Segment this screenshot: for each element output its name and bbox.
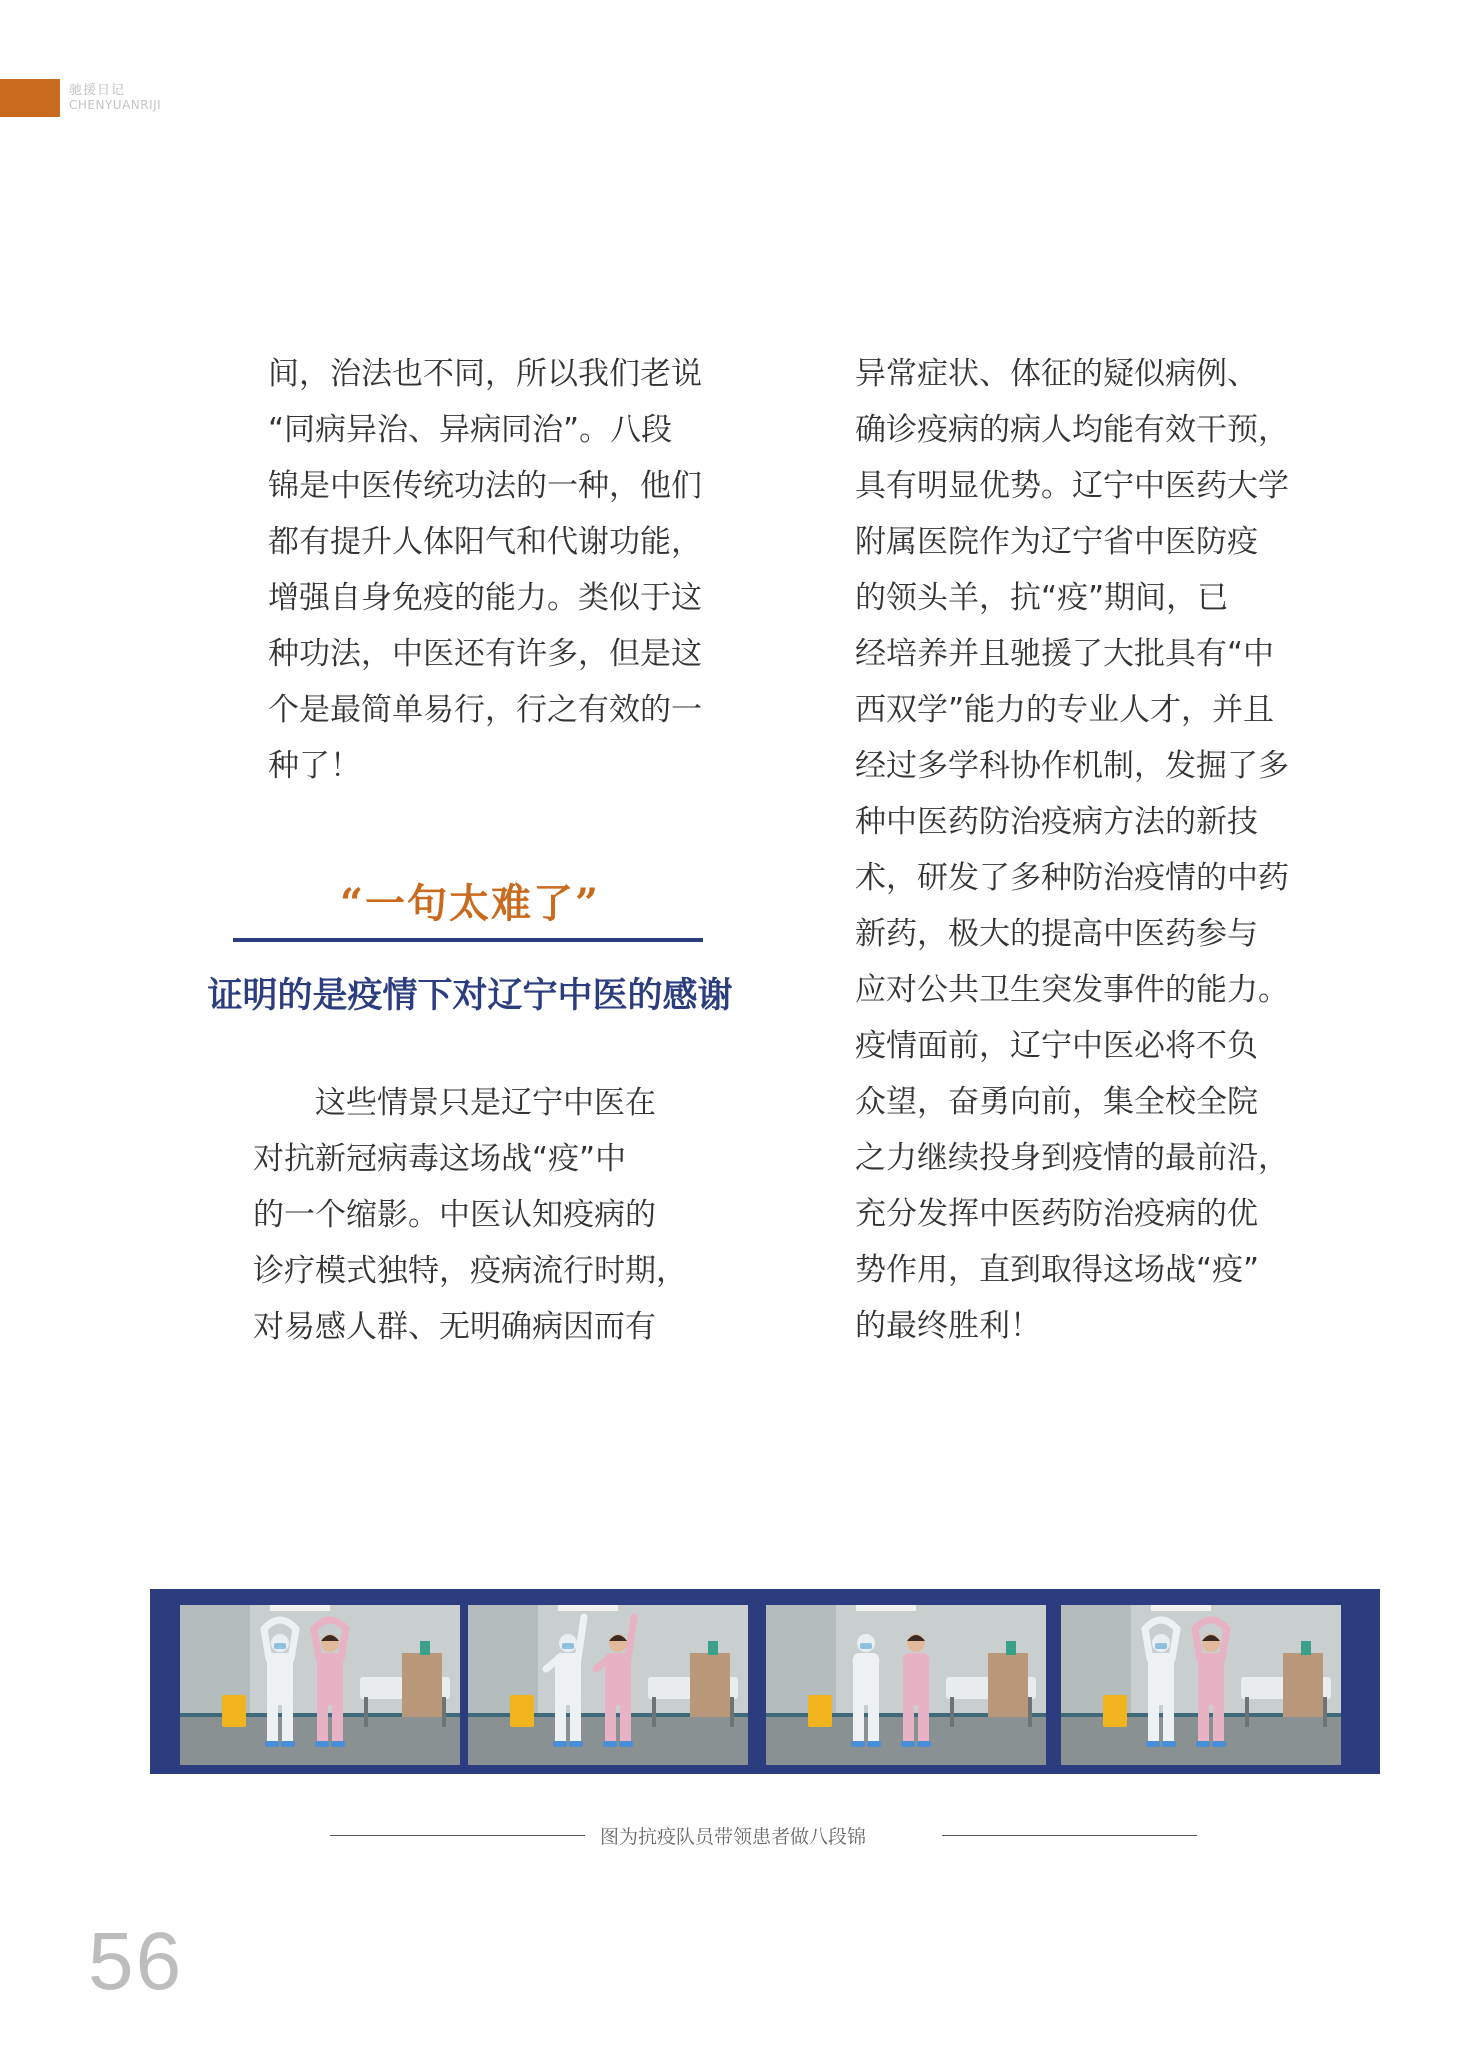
photo-baduanjin-2 <box>468 1605 748 1765</box>
text-line: 种功法，中医还有许多，但是这 <box>268 636 702 672</box>
text-line: 疫情面前，辽宁中医必将不负 <box>855 1028 1258 1064</box>
photo-baduanjin-1 <box>180 1605 460 1765</box>
text-line: 确诊疫病的病人均能有效干预， <box>855 412 1289 448</box>
section-title-cn: 驰援日记 <box>69 83 126 98</box>
text-line: 势作用，直到取得这场战“疫” <box>855 1252 1260 1288</box>
section-color-tab <box>0 79 60 117</box>
left-column-top-text <box>268 346 708 794</box>
text-line: 的最终胜利！ <box>855 1308 1041 1344</box>
text-line: 充分发挥中医药防治疫病的优 <box>855 1196 1258 1232</box>
text-line: 增强自身免疫的能力。类似于这 <box>268 580 702 616</box>
text-line: 都有提升人体阳气和代谢功能， <box>268 524 702 560</box>
text-line: 对易感人群、无明确病因而有 <box>253 1309 656 1345</box>
text-line: 个是最简单易行，行之有效的一 <box>268 692 702 728</box>
text-line: 附属医院作为辽宁省中医防疫 <box>855 524 1258 560</box>
text-line: 经过多学科协作机制，发掘了多 <box>855 748 1289 784</box>
text-line: 异常症状、体征的疑似病例、 <box>855 356 1258 392</box>
text-line: 的领头羊，抗“疫”期间，已 <box>855 580 1229 616</box>
text-line: 应对公共卫生突发事件的能力。 <box>855 972 1289 1008</box>
text-line: 诊疗模式独特，疫病流行时期， <box>253 1253 687 1289</box>
photo-baduanjin-4 <box>1061 1605 1341 1765</box>
caption-rule-left <box>330 1835 585 1836</box>
text-line: 对抗新冠病毒这场战“疫”中 <box>253 1141 627 1177</box>
text-line: 术，研发了多种防治疫情的中药 <box>855 860 1289 896</box>
caption-rule-right <box>942 1835 1197 1836</box>
text-line: 锦是中医传统功法的一种，他们 <box>268 468 702 504</box>
text-line: 种了！ <box>268 748 361 784</box>
text-line: 西双学”能力的专业人才，并且 <box>855 692 1275 728</box>
photo-strip <box>150 1589 1380 1774</box>
text-line: 经培养并且驰援了大批具有“中 <box>855 636 1275 672</box>
right-column-text <box>855 346 1295 1354</box>
left-column-bottom-text <box>253 1075 693 1355</box>
text-line: 种中医药防治疫病方法的新技 <box>855 804 1258 840</box>
subheading-main: 证明的是疫情下对辽宁中医的感谢 <box>207 975 733 1016</box>
photo-baduanjin-3 <box>766 1605 1046 1765</box>
subheading-quote: “一句太难了” <box>339 880 600 927</box>
text-line: 具有明显优势。辽宁中医药大学 <box>855 468 1289 504</box>
text-line: 这些情景只是辽宁中医在 <box>253 1085 656 1121</box>
text-line: 众望，奋勇向前，集全校全院 <box>855 1084 1258 1120</box>
text-line: “同病异治、异病同治”。八段 <box>268 412 673 448</box>
photo-caption: 图为抗疫队员带领患者做八段锦 <box>599 1826 866 1848</box>
text-line: 新药，极大的提高中医药参与 <box>855 916 1258 952</box>
text-line: 之力继续投身到疫情的最前沿， <box>855 1140 1289 1176</box>
text-line: 的一个缩影。中医认知疫病的 <box>253 1197 656 1233</box>
section-title-en: CHENYUANRIJI <box>69 98 162 112</box>
subheading-divider <box>233 938 703 942</box>
text-line: 间，治法也不同，所以我们老说 <box>268 356 702 392</box>
page-number: 56 <box>88 1916 184 2007</box>
